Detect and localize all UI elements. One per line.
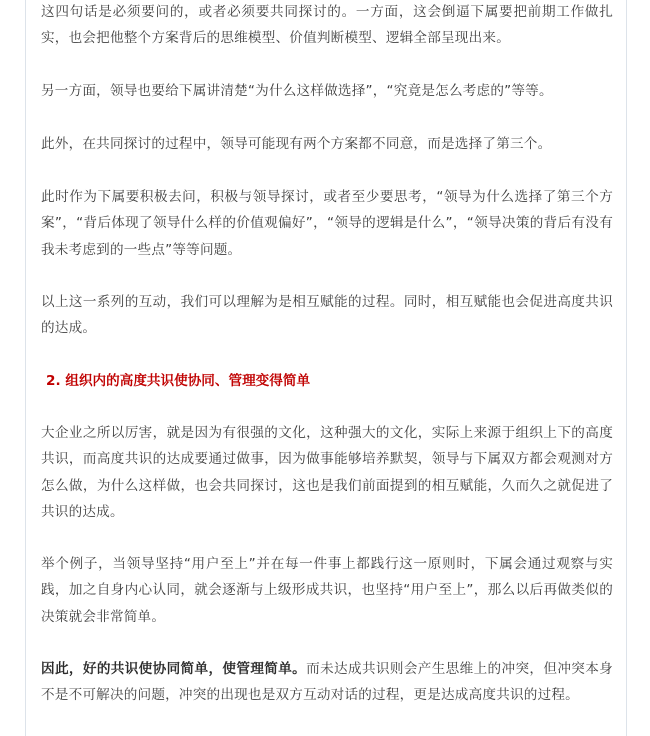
paragraph-8-text: 而未达成共识则会产生思维上的冲突，但冲突本身不是不可解决的问题，冲突的出现也是双方互动对话的过程，更是达成高度共识的过程。 bbox=[41, 661, 613, 704]
paragraph-8 bbox=[41, 656, 613, 709]
section-heading: 2. 组织内的高度共识使协同、管理变得简单 bbox=[46, 373, 311, 389]
paragraph-6: 大企业之所以厉害，就是因为有很强的文化，这种强大的文化，实际上来源于组织上下的高度共识，而高度共识的达成要通过做事，因为做事能够培养默契，领导与下属双方都会观测对方怎么做，为什么这样做，也会共同探讨，这也是我们前面提到的相互赋能，久而久之就促进了共识的达成。 bbox=[41, 425, 613, 521]
paragraph-1: 这四句话是必须要问的，或者必须要共同探讨的。一方面，这会倒逼下属要把前期工作做扎实，也会把他整个方案背后的思维模型、价值判断模型、逻辑全部呈现出来。 bbox=[41, 4, 613, 47]
paragraph-3: 此外，在共同探讨的过程中，领导可能现有两个方案都不同意，而是选择了第三个。 bbox=[41, 136, 552, 152]
paragraph-7: 举个例子，当领导坚持“用户至上”并在每一件事上都践行这一原则时，下属会通过观察与实践，加之自身内心认同，就会逐渐与上级形成共识，也坚持“用户至上”，那么以后再做类似的决策就会非常简单。 bbox=[41, 556, 613, 625]
paragraph-5: 以上这一系列的互动，我们可以理解为是相互赋能的过程。同时，相互赋能也会促进高度共识的达成。 bbox=[41, 294, 613, 337]
paragraph-8-bold: 因此，好的共识使协同简单，使管理简单。 bbox=[41, 661, 307, 677]
paragraph-2: 另一方面，领导也要给下属讲清楚“为什么这样做选择”，“究竟是怎么考虑的”等等。 bbox=[41, 83, 553, 99]
paragraph-4: 此时作为下属要积极去问，积极与领导探讨，或者至少要思考，“领导为什么选择了第三个方案”，“背后体现了领导什么样的价值观偏好”，“领导的逻辑是什么”，“领导决策的背后有没有我未考虑到的一些点”等等问题。 bbox=[41, 189, 613, 258]
